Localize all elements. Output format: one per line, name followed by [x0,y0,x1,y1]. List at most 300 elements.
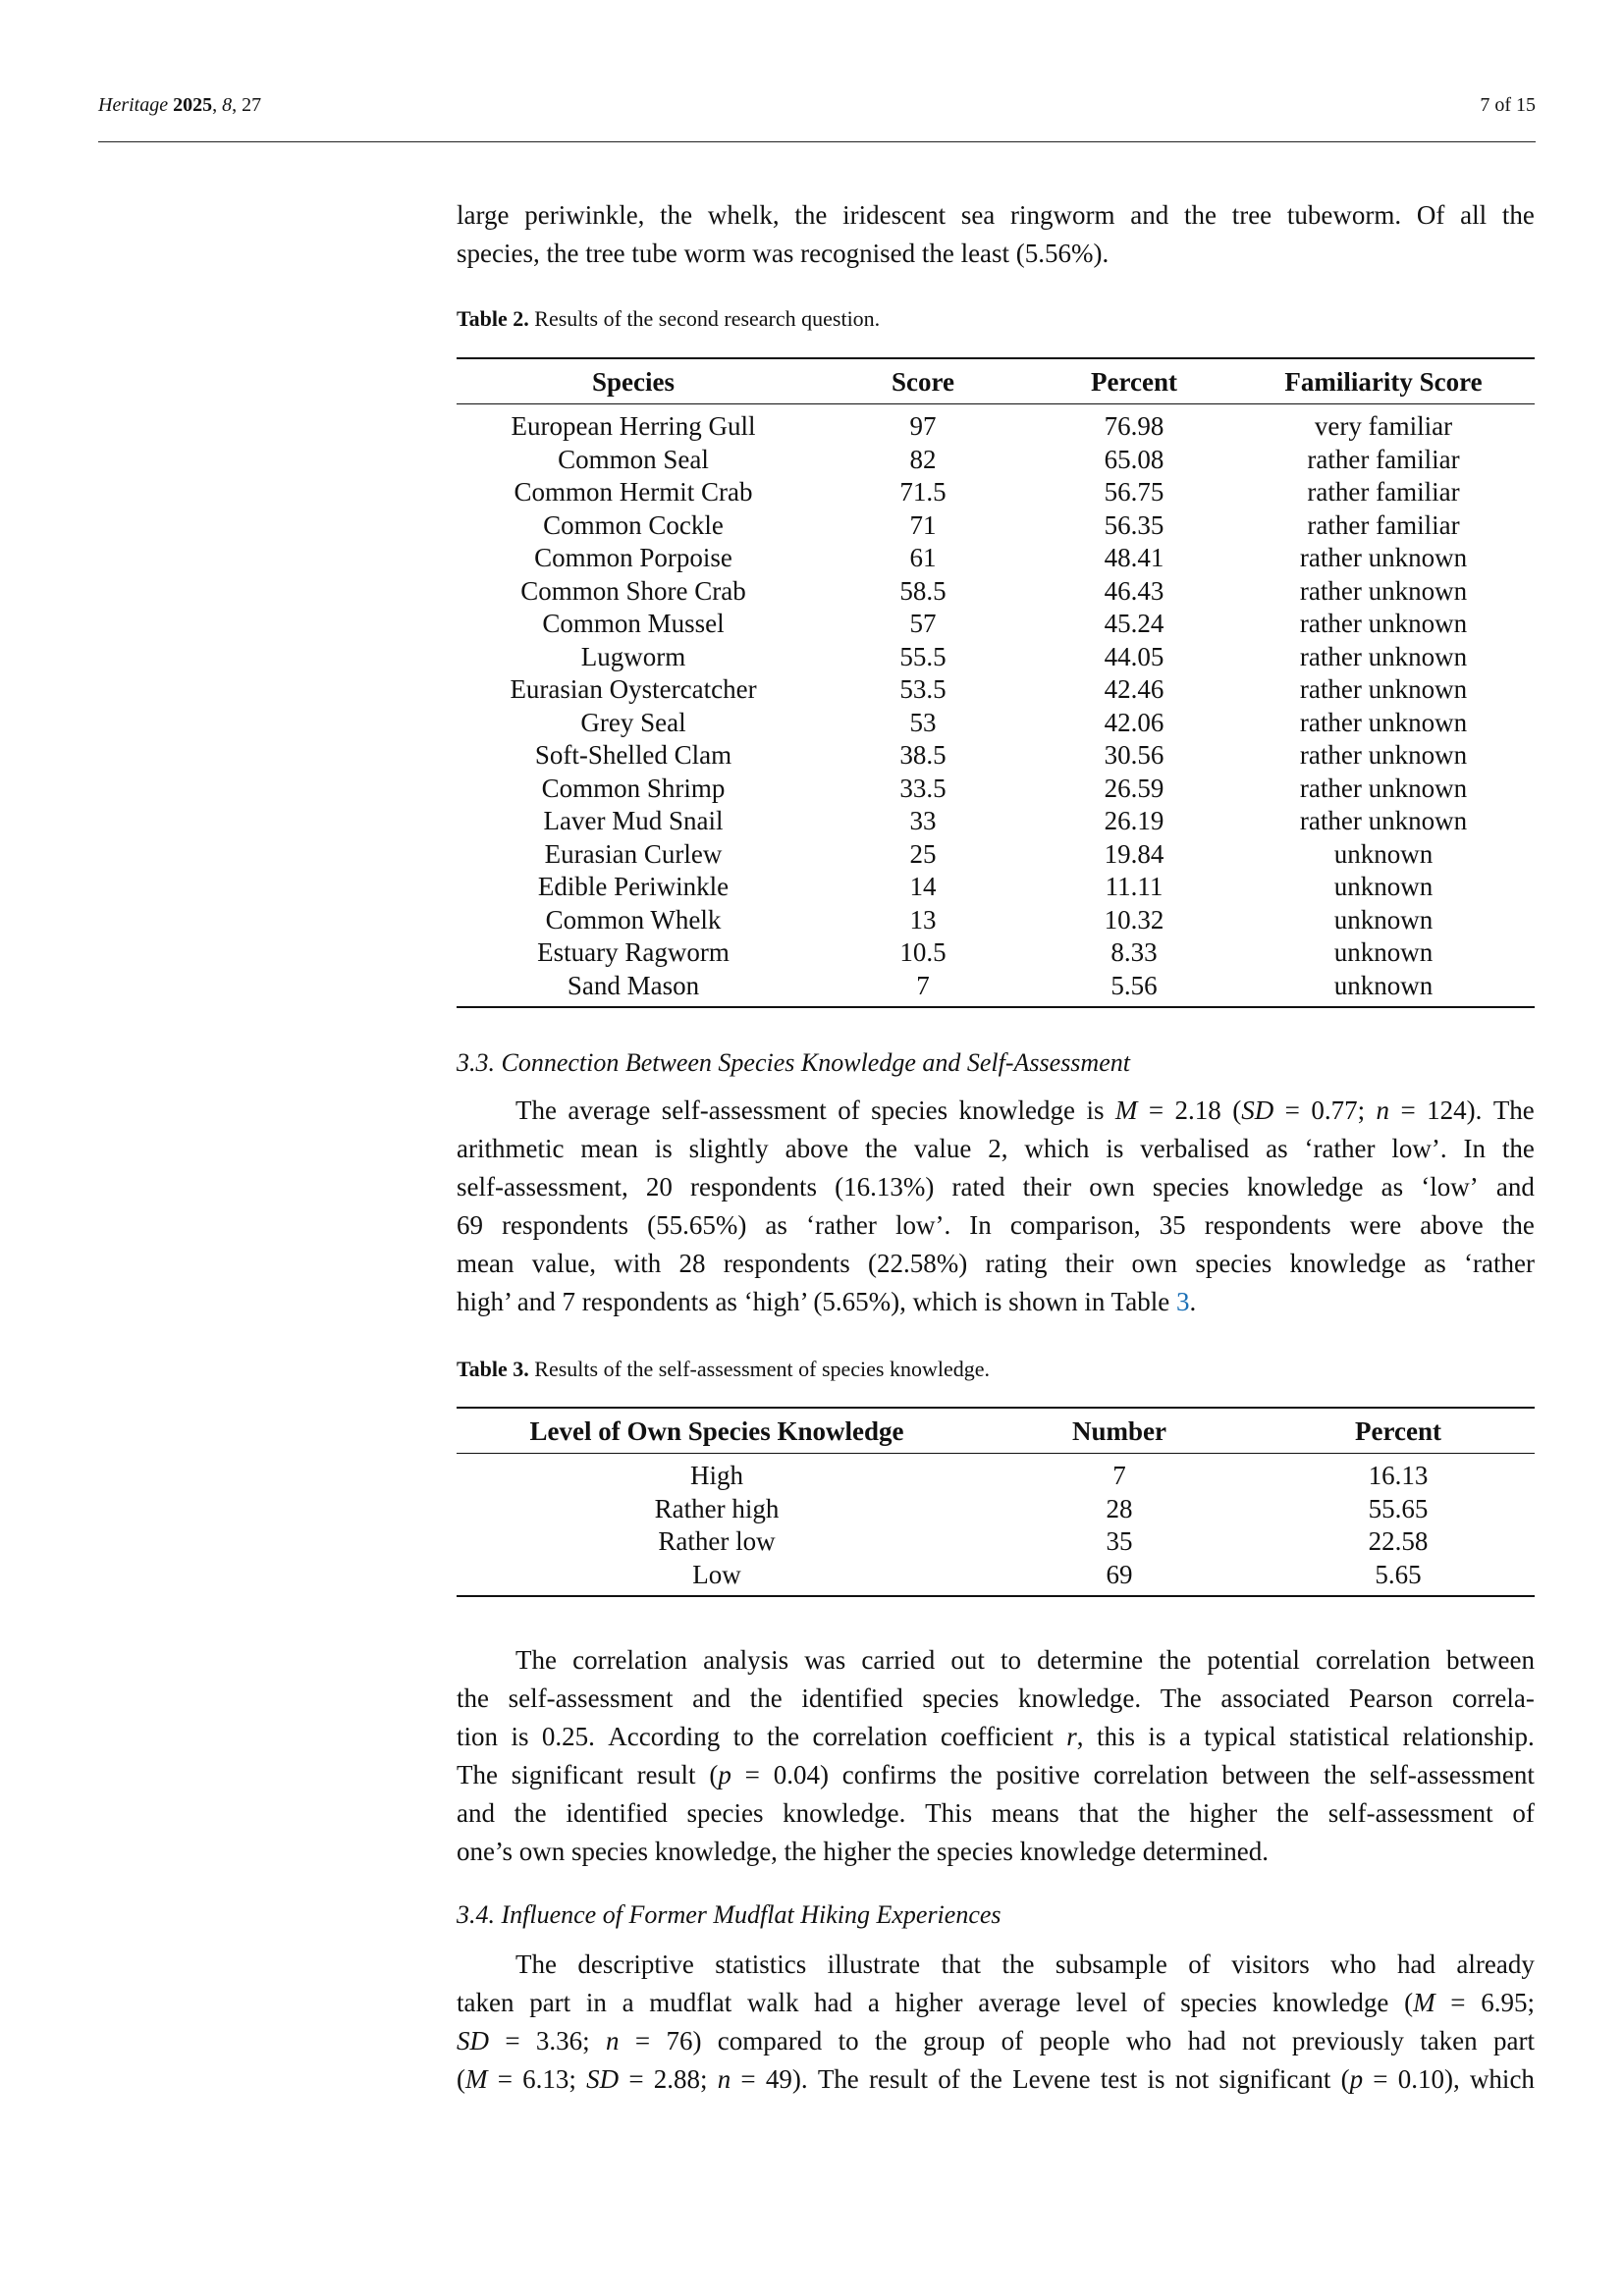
word [679,1245,706,1283]
word [1470,2060,1535,2099]
word [1001,2022,1024,2060]
text-run: between [1221,1760,1311,1789]
word [708,196,780,235]
word [747,1984,798,2022]
text-run: was [804,1645,846,1675]
text-line [457,1206,1535,1245]
text-run: own [1131,1249,1178,1278]
volume: 8 [222,94,233,116]
word [1403,1718,1535,1756]
table-row [457,1525,1535,1559]
text-run: the [1501,1210,1535,1240]
text-run: the [1276,1798,1309,1828]
text-run: own [1089,1172,1135,1201]
text-run: Of [1416,200,1445,230]
word [969,1206,992,1245]
text-run: part [529,1988,571,2017]
word [1039,2022,1110,2060]
table-3-caption [457,1357,990,1382]
word [1179,1718,1191,1756]
table-cell: very familiar [1314,411,1453,441]
word [1205,1206,1331,1245]
text-run: 20 [645,1172,673,1201]
math-variable: SD [586,2064,620,2094]
word [666,2022,701,2060]
table-cell: 33.5 [899,773,947,803]
word [1207,1641,1299,1680]
text-run: out [950,1645,985,1675]
word [1195,1245,1272,1283]
word [1417,196,1445,235]
word [1184,196,1217,235]
text-run: Pearson [1348,1683,1434,1713]
word [868,1245,967,1283]
table-cell: Eurasian Curlew [544,838,723,869]
text-run: The [515,1645,557,1675]
word [1502,1206,1535,1245]
word [1464,1245,1535,1283]
word [1502,1130,1535,1168]
text-line [457,1794,1535,1833]
text-run: above [1420,1210,1484,1240]
word [1115,1092,1138,1130]
text-run: of [1512,1798,1535,1828]
word [1450,1984,1465,2022]
word [1398,2060,1460,2099]
word [1328,1794,1493,1833]
word [986,1245,1048,1283]
word [868,1984,880,2022]
text-run: the [660,200,693,230]
text-run: knowledge. [1017,1683,1142,1713]
word [1391,1130,1446,1168]
word [767,1718,799,1756]
table-cell: 44.05 [1104,641,1164,671]
word [1097,1718,1135,1756]
text-run: 76) [666,2026,702,2056]
text-run: ‘rather [805,1210,877,1240]
text-run: mean [457,1249,514,1278]
text-run: which [1469,2064,1535,2094]
table-cell: rather unknown [1299,707,1468,737]
word [1056,1946,1167,1984]
text-run: knowledge [1272,1988,1389,2017]
word [1460,196,1487,235]
math-variable: M [1413,1988,1435,2017]
word [1147,2060,1164,2099]
word [660,196,692,235]
word [1023,1168,1071,1206]
word [1106,1130,1123,1168]
text-run: 0.04) [773,1760,829,1789]
text-run: compared [717,2026,823,2056]
word [724,1245,850,1283]
table-cell: unknown [1333,904,1434,934]
word [1065,1245,1113,1283]
table-cell: 53.5 [899,674,947,704]
text-run: The [457,1760,498,1789]
text-run: self-assessment, [457,1172,628,1201]
text-run: self-assessment [661,1095,827,1125]
word [925,1794,972,1833]
table-cell: Common Mussel [542,609,725,638]
word [1481,1984,1535,2022]
word [1001,1946,1034,1984]
text-run: means [991,1798,1059,1828]
word [457,2022,489,2060]
text-run: 0.25. [541,1722,595,1751]
text-run: determine [1037,1645,1144,1675]
table-label: Table 2. [457,306,529,331]
paragraph [457,196,1535,273]
text-run: result [869,2064,928,2094]
word [1512,1794,1535,1833]
word [804,1641,845,1680]
word [515,1092,557,1130]
text-run: illustrate [827,1949,921,1979]
word [703,1641,788,1680]
word [785,1130,848,1168]
word [818,2060,859,2099]
text-run: species [1152,1172,1229,1201]
text-line [457,1680,1535,1718]
word [1140,1130,1249,1168]
word [586,2060,619,2099]
text-run: the [1501,200,1535,230]
table-cell: High [690,1461,743,1490]
word [961,196,995,235]
word [806,1206,877,1245]
word [938,2060,960,2099]
word [498,2060,513,2099]
table-cell: unknown [1333,872,1434,901]
table-cell: 46.43 [1104,575,1164,606]
header-rule [98,141,1536,142]
text-line [457,1245,1535,1283]
table-cell: 5.56 [1110,970,1158,1000]
text-run: their [1022,1172,1072,1201]
table-cell: 38.5 [899,740,947,770]
text-run: confirms [841,1760,937,1789]
word [1373,2060,1387,2099]
word [740,2060,755,2099]
text-run: walk [746,1988,799,2017]
word [457,196,509,235]
word [1420,2022,1477,2060]
word [942,1946,982,1984]
caption-text: Results of the self-assessment of species knowledge. [534,1357,991,1381]
table-cell: rather unknown [1299,543,1468,572]
column-header: Familiarity Score [1284,367,1483,397]
word [1316,1641,1431,1680]
table-cell: Rather high [654,1493,780,1523]
word [869,2060,928,2099]
text-run: The [1492,1095,1535,1125]
text-run: the [1324,1760,1357,1789]
table-cell: 57 [909,609,937,638]
text-run: of [1188,1949,1211,1979]
text-run: above [785,1134,849,1163]
word [692,1680,731,1718]
text-run: , [1076,1722,1084,1751]
text-run: a [867,1988,880,2017]
text-run: respondents [502,1210,629,1240]
word [662,1092,827,1130]
text-run: positive [996,1760,1080,1789]
word [1397,1946,1435,1984]
text-run: and [457,1798,495,1828]
table-cell: 58.5 [899,575,947,606]
word [941,1718,1054,1756]
text-run: of [838,1095,860,1125]
word [978,1984,1060,2022]
word [875,2022,907,2060]
word [457,1794,495,1833]
word [1311,1092,1365,1130]
text-line [457,1984,1535,2022]
word [1188,2022,1226,2060]
word [1446,1641,1535,1680]
word [1424,1245,1446,1283]
word [1094,1756,1209,1794]
word [566,1794,667,1833]
table-row [457,542,1535,575]
text-run: statistical [1289,1722,1390,1751]
word [1153,1168,1229,1206]
table-cell: European Herring Gull [511,411,756,441]
word [733,1718,754,1756]
text-run: 2.88; [653,2064,708,2094]
text-run: with [614,1249,662,1278]
word [654,2060,708,2099]
text-run: this [1096,1722,1135,1751]
table-cell: 30.56 [1104,740,1164,770]
word [522,2060,576,2099]
table-cell: rather unknown [1299,674,1468,704]
text-run: . [1189,1287,1197,1316]
table-cell: rather unknown [1299,575,1468,606]
column-header: Level of Own Species Knowledge [529,1416,904,1446]
word [1289,1718,1389,1756]
text-run: as [765,1210,787,1240]
text-run: = [744,1760,760,1789]
table-row [457,1559,1535,1597]
text-run: not [1241,2026,1276,2056]
table-cell: 55.65 [1368,1493,1429,1523]
word [718,2060,731,2099]
table-cell: Common Shore Crab [520,575,746,606]
text-run: group [923,2026,986,2056]
word [1018,1680,1141,1718]
word [614,1245,661,1283]
text-run: potential [1207,1645,1300,1675]
text-run: value, [531,1249,596,1278]
word [1427,1092,1482,1130]
text-run: respondents [1204,1210,1331,1240]
text-line [457,235,1535,273]
table-cell: 26.59 [1104,773,1164,803]
word [568,1092,650,1130]
text-run: to [838,2026,859,2056]
word [1290,1245,1406,1283]
word [1232,1092,1273,1130]
word [1024,1130,1089,1168]
column-header: Species [592,367,675,397]
text-run: In [969,1210,992,1240]
word [1078,1794,1118,1833]
table-row [457,509,1535,543]
text-run: 2, [988,1134,1008,1163]
word [635,2022,650,2060]
table-cell: rather unknown [1299,773,1468,803]
text-line [457,1092,1535,1130]
table-reference-link[interactable]: 3 [1175,1287,1190,1316]
text-run: = [497,2064,513,2094]
table-row [457,936,1535,970]
text-run: (22.58%) [868,1249,968,1278]
word [838,1092,860,1130]
word [835,1168,934,1206]
text-run: analysis [703,1645,789,1675]
word [1180,1984,1257,2022]
word [1456,1946,1534,1984]
text-run: the [874,2026,907,2056]
text-run: respondents [690,1172,817,1201]
text-run: = [1284,1095,1300,1125]
table-row [457,608,1535,641]
word [1381,1168,1404,1206]
word [1231,1946,1310,1984]
word [515,1641,557,1680]
math-variable: SD [457,2026,489,2056]
table-cell: Common Shrimp [541,773,726,803]
math-variable: n [606,2026,620,2056]
text-run: is [1106,1134,1124,1163]
table-cell: 25 [909,838,937,869]
table-cell: 53 [909,707,937,737]
math-variable: n [1376,1095,1390,1125]
word [511,1718,528,1756]
table-cell: 76.98 [1104,411,1164,441]
table-cell: Edible Periwinkle [537,872,730,901]
table-cell: 13 [909,904,937,934]
word [1350,1206,1401,1245]
word [1126,2022,1172,2060]
text-run: the [749,1683,783,1713]
text-run: test [1100,2064,1138,2094]
paragraph [457,1092,1535,1321]
table-cell: 48.41 [1104,543,1164,572]
section-heading-3-4: 3.4. Influence of Former Mudflat Hiking Experiences [457,1900,1001,1929]
text-run: part [1493,2026,1535,2056]
word [646,1168,673,1206]
word [505,2022,519,2060]
text-run: as [1380,1172,1404,1201]
word [628,2060,643,2099]
text-run: high’ and 7 respondents as ‘high’ (5.65%), which is shown in Table [457,1287,1176,1316]
word [745,1756,760,1794]
table-cell: 10.5 [899,937,947,967]
word [1010,1206,1141,1245]
text-run: 28 [678,1249,706,1278]
text-run: people [1039,2026,1110,2056]
text-run: ( [1404,1988,1414,2017]
text-run: = [1148,1095,1164,1125]
table-3 [457,1407,1535,1597]
text-run: who [1330,1949,1377,1979]
table-row [457,707,1535,740]
text-run: taken [457,1988,514,2017]
text-run: and [1130,200,1169,230]
section-heading-3-3: 3.3. Connection Between Species Knowledge and Self-Assessment [457,1048,1130,1077]
text-run: as [1424,1249,1446,1278]
table-cell: rather familiar [1307,509,1460,540]
text-run: (55.65%) [647,1210,747,1240]
word [950,1756,983,1794]
word [1330,1946,1377,1984]
word [457,1130,564,1168]
table-cell: 71 [909,509,937,540]
word [709,1756,731,1794]
table-cell: 7 [1112,1461,1126,1490]
table-cell: 11.11 [1105,872,1164,901]
text-run: were [1349,1210,1402,1240]
table-cell: rather unknown [1299,609,1468,638]
word [871,1092,947,1130]
table-row [457,970,1535,1008]
word [606,2022,620,2060]
text-run: 35 [1159,1210,1186,1240]
table-cell: 61 [909,543,937,572]
word [1001,1641,1021,1680]
text-run: 6.13; [522,2064,576,2094]
text-run: knowledge [958,1095,1076,1125]
word [1324,1756,1356,1794]
word [1493,1092,1535,1130]
text-run: correlation [1093,1760,1209,1789]
text-run: correlation [1315,1645,1431,1675]
text-run: a [622,1988,634,2017]
word [1493,2022,1535,2060]
word [1037,1641,1143,1680]
text-run: low’. [894,1210,951,1240]
journal-name: Heritage [98,94,169,116]
math-variable: SD [1241,1095,1274,1125]
math-variable: M [465,2064,488,2094]
text-run: species [922,1683,1000,1713]
text-run: the [514,1798,547,1828]
text-run: value [913,1134,972,1163]
word [542,1718,595,1756]
text-run: coefficient [940,1722,1054,1751]
table-row [457,739,1535,773]
text-run: and [692,1683,731,1713]
text-run: (16.13%) [835,1172,935,1201]
text-run: is [1148,1722,1166,1751]
text-line [457,1756,1535,1794]
text-run: In [1463,1134,1487,1163]
text-run: their [1064,1249,1114,1278]
word [1247,1168,1363,1206]
table-row [457,575,1535,609]
text-run: 3.36; [535,2026,590,2056]
text-run: The [1160,1683,1202,1713]
word [1349,1680,1433,1718]
table-cell: 22.58 [1368,1526,1429,1556]
word [1160,1206,1186,1245]
word [690,1168,817,1206]
word [457,1718,498,1756]
